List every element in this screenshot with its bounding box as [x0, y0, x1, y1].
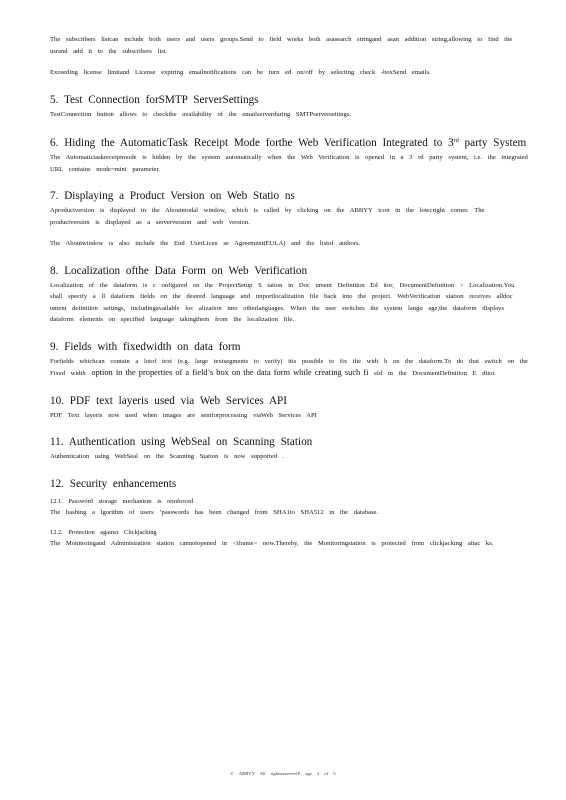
section-11-heading: 11. Authentication using WebSeal on Scanning Station	[50, 436, 313, 448]
section-10-body: PDF Text layeris now used when images are sentforprocessing viaWeb Services API	[50, 411, 317, 419]
section-11-body: Authentication using WebSeal on the Scanning Station is now supported .	[50, 453, 285, 460]
section-12-1-heading: 12.1. Password storage mechanism is reinforced	[50, 497, 194, 505]
section-12-2-body: The Monitoringand Administration station cannotopened in <iframe> now.Thereby, the Monitoringstation is protected from clickjacking attac ks.	[50, 540, 494, 547]
section-10-heading: 10. PDF text layeris used via Web Services API	[50, 394, 287, 407]
section-12-2-heading: 12.2. Protection against Clickjacking	[50, 528, 157, 536]
section-5-heading: 5. Test Connection forSMTP ServerSettings	[50, 93, 259, 106]
section-8-body: Localization of the dataform is c onfigured on the ProjectSetup S tation in Doc ument Definition Ed itor, DocumentDefinition > Localization.You shall specify a ll dataform fields on the desired language and importlocalization file back into the project. WebVerification station receives alldoc ument definition settings, includingavailable loc alization into otherlanguages. When the user switches the system langu age,the dataform displays dataform elements on specified language takingthem from the localization file.	[50, 281, 515, 323]
section-5-body: TestConnection button allows to checkthe availability of the emailserverduring SMTPserversettings.	[50, 110, 352, 118]
intro-paragraph-1: The subscribers listcan include both users and users groups.Send to field works both asasearch stringand asan addition string,allowing to find the usrand add it to the subscribers list.	[50, 36, 513, 55]
section-6-body: The Automatictaskreceiptmode is hidden by the system automatically when the Web Verification is opened in a 3 rd party system, i.e. the integrated URL contains mode=mini parameter.	[50, 154, 528, 173]
section-9-body-part-3: eld in the DocumentDefinition E ditor.	[368, 370, 496, 377]
intro-paragraph-2: Exceeding license limitand License expiring emailnotifications can be turn ed on/off by selecting check -boxSend emails.	[50, 69, 431, 76]
page-footer: © ABBYY All rightsreserved.P age 4 of 5	[230, 771, 336, 776]
section-12-1-body: The hashing a lgorithm of users ’passwords has been changed from SHA1to SHA512 in the database.	[50, 509, 379, 516]
section-7-body-2: The Aboutwindow is also include the End UserLicen se Agreement(EULA) and the listof authors.	[50, 240, 361, 247]
section-6-heading	[50, 134, 528, 150]
section-7-heading: 7. Displaying a Product Version on Web Statio ns	[50, 190, 295, 202]
section-9-body-part-1: Forfields whichcan contain a lotof text (e.g. large textsegments to verify) itis possible to fix the widt h on the dataform.To do that switch on the Fixed width	[50, 357, 528, 377]
section-6-heading-tail: party System	[458, 137, 527, 149]
section-9-body	[50, 356, 528, 380]
section-12-heading: 12. Security enhancements	[50, 477, 177, 490]
section-8-heading: 8. Localization ofthe Data Form on Web Verification	[50, 264, 308, 277]
section-7-body-1: Aproductversion is displayed in the Aboutmodal window, which is called by clicking on the ABBYY icon in the lowcright corner. The productversion is displayed as a serverversion and web version.	[50, 207, 485, 226]
section-6-heading-text: 6. Hiding the AutomaticTask Receipt Mode forthe Web Verification Integrated to 3	[50, 137, 454, 149]
section-6-heading-sup: rd	[453, 138, 459, 144]
section-9-body-part-2: option in the properties of a field’s box on the data form while creating such fi	[91, 368, 369, 377]
section-9-heading: 9. Fields with fixedwidth on data form	[50, 340, 241, 353]
